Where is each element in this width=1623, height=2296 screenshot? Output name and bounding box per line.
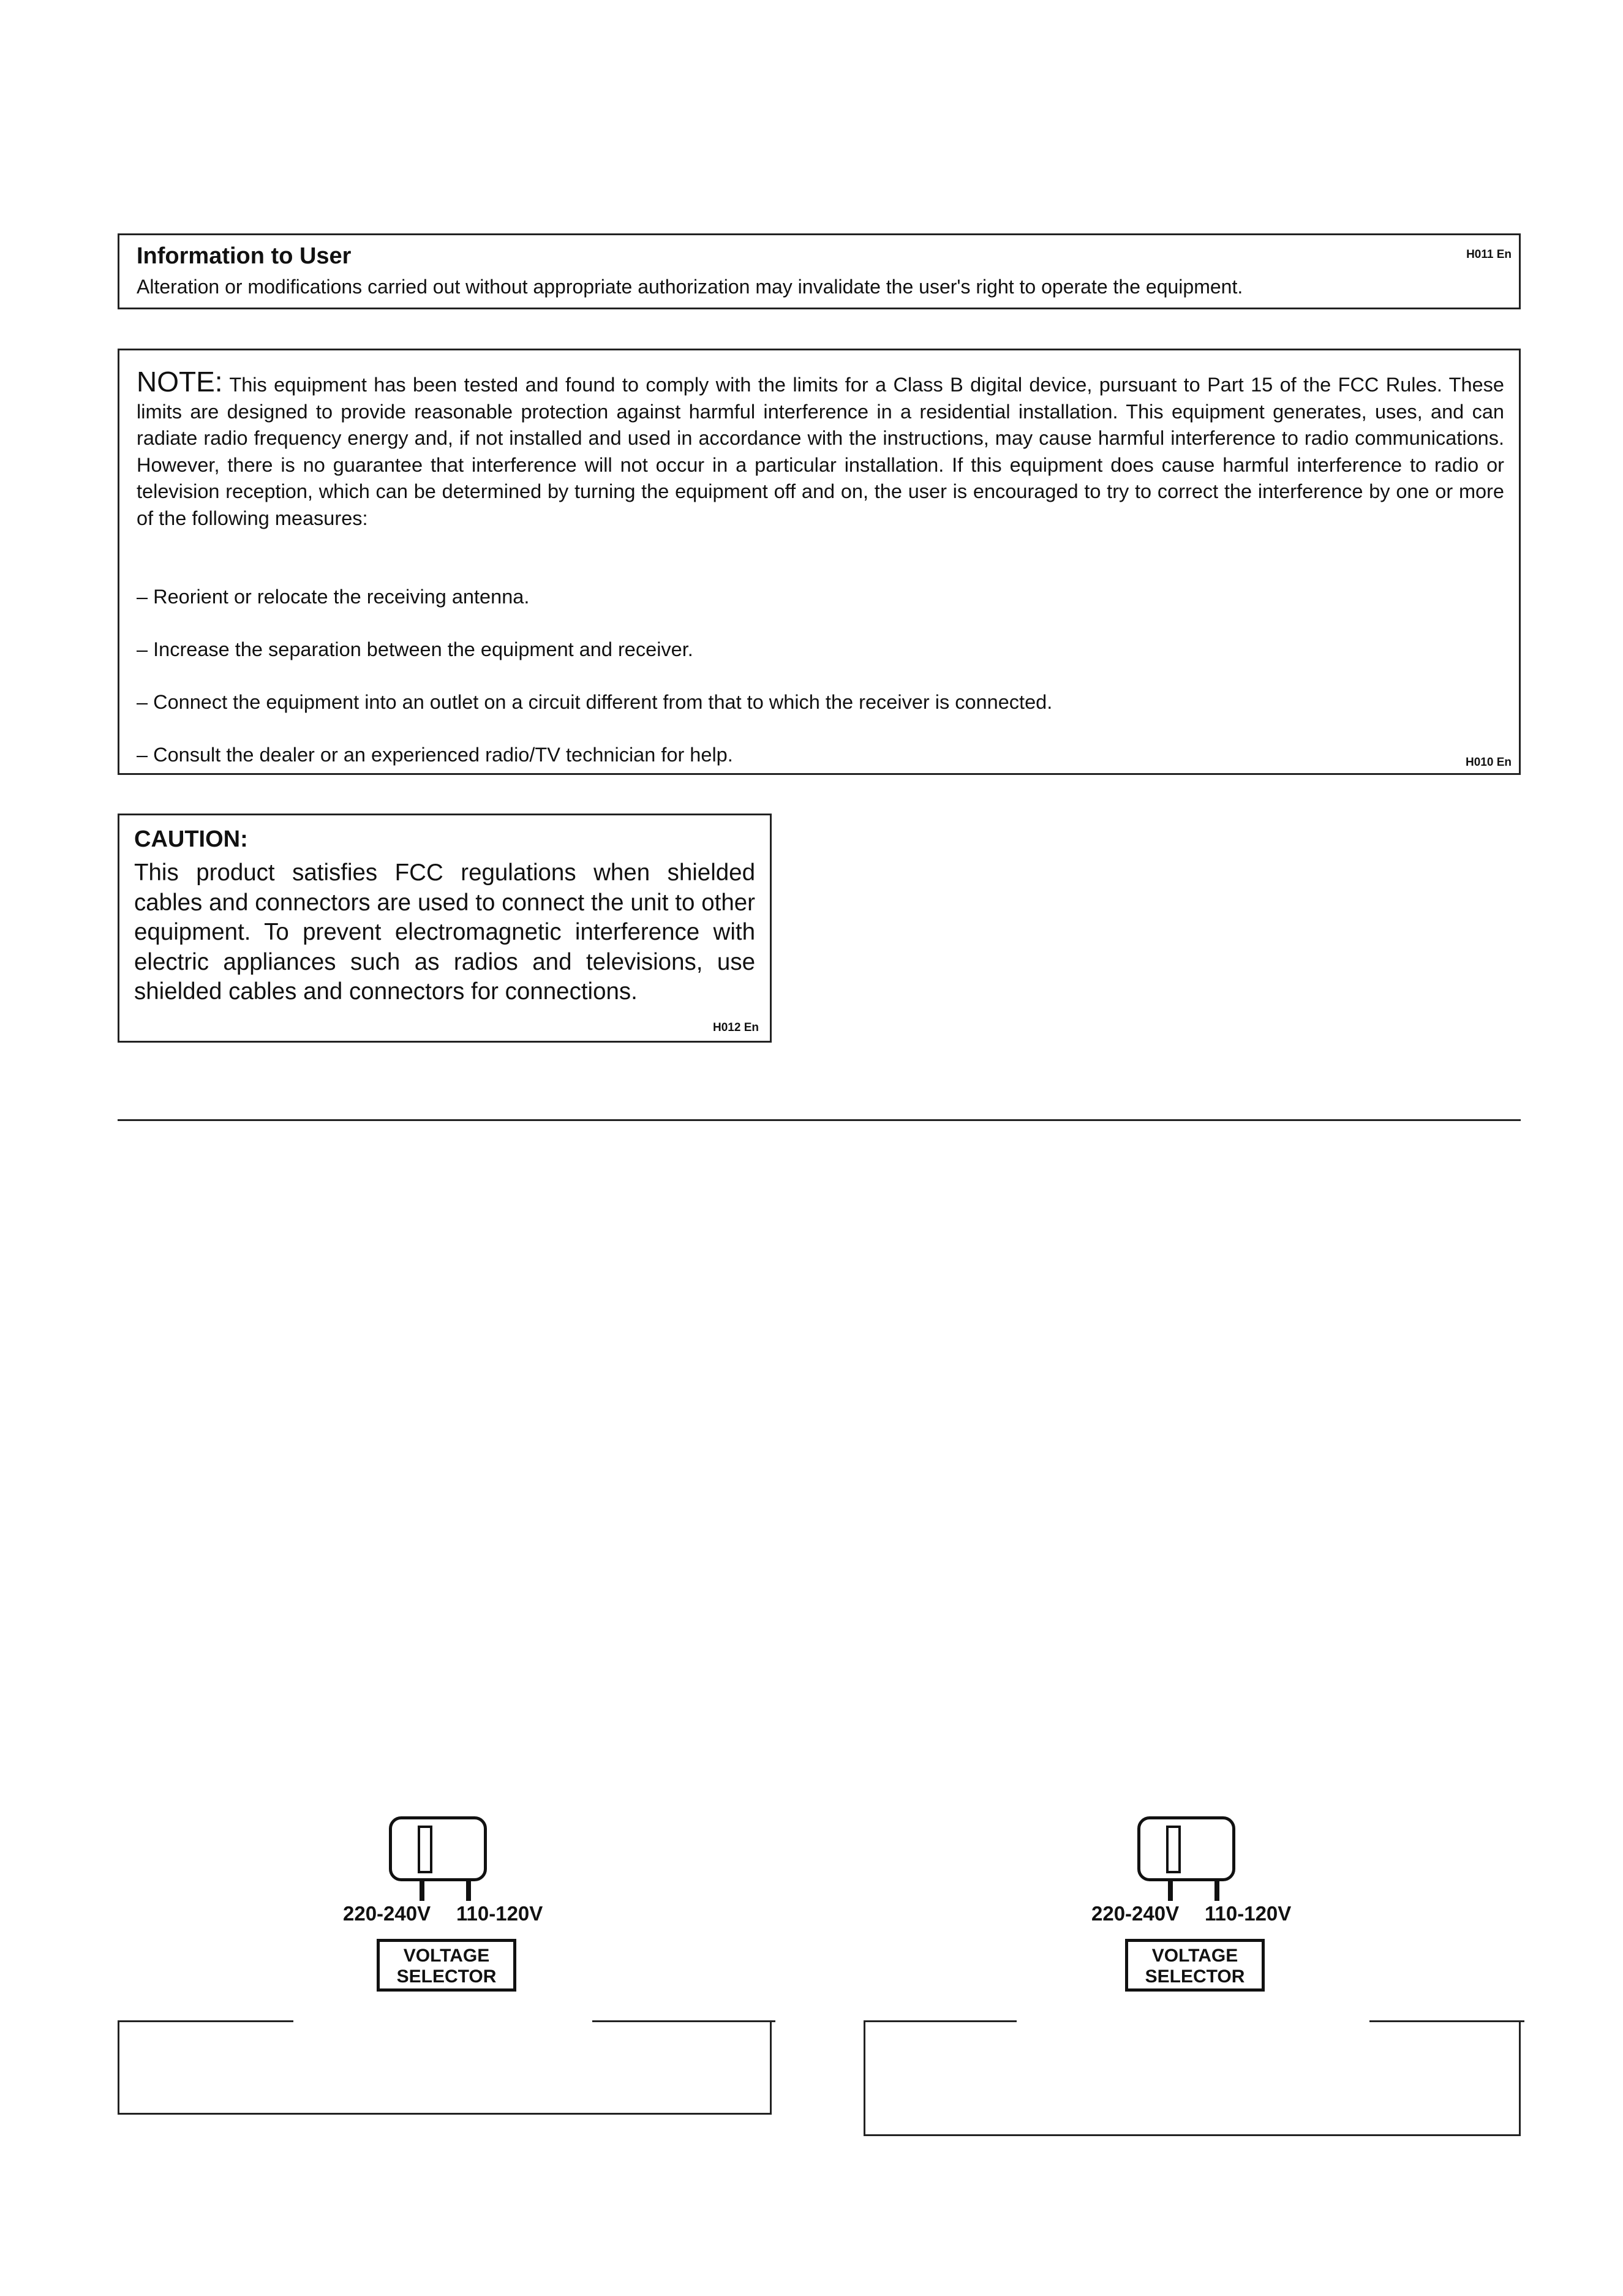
note-text: This equipment has been tested and found to comply with the limits for a Class B digital device, pursuant to Part 15 of the FCC Rules. These limits are designed to provide reasonable protection against harmful interference in a residential installation. This equipment generates, uses, and can radiate radio frequency energy and, if not installed and used in accordance with the instructions, may cause harmful interference to radio communications. However, there is no guarantee that interference will not occur in a particular installation. If this equipment does cause harmful interference to radio or television reception, which can be determined by turning the equipment off and on, the user is encouraged to try to correct the interference by one or more of the following measures: [137,374,1504,529]
info-title: Information to User [137,243,352,269]
measure-item: – Increase the separation between the equipment and receiver. [137,638,693,660]
voltage-low-label: 110-120V [1205,1902,1292,1925]
section-divider [118,1119,1521,1121]
plate-line-1: VOLTAGE [403,1946,490,1966]
voltage-selector-plate [377,1939,516,1992]
box-top-edge [118,2020,293,2022]
empty-label-box [864,2022,1521,2136]
voltage-low-label: 110-120V [456,1902,543,1925]
note-label: NOTE: [137,366,223,398]
box-top-edge [592,2020,775,2022]
voltage-selector-plate [1125,1939,1265,1992]
plate-line-2: SELECTOR [1145,1966,1245,1987]
caution-code: H012 En [713,1021,759,1034]
caution-body: This product satisfies FCC regulations when shielded cables and connectors are used to connect the unit to other equipment. To prevent electromagnetic interference with electric appliances such as radios and televisions, use shielded cables and connectors for connections. [134,859,755,1005]
switch-knob [418,1826,432,1873]
voltage-selector-illustration [343,1816,543,2000]
measure-item: – Reorient or relocate the receiving antenna. [137,586,530,608]
information-to-user-box [118,233,1521,309]
caution-box [118,814,772,1043]
measure-item: – Connect the equipment into an outlet on a circuit different from that to which the receiver is connected. [137,691,1053,713]
plate-line-2: SELECTOR [396,1966,497,1987]
switch-body [389,1816,487,1881]
box-top-edge [864,2020,1017,2022]
voltage-selector-illustration [1091,1816,1292,2000]
fcc-note-box [118,349,1521,775]
switch-body [1137,1816,1235,1881]
voltage-high-label: 220-240V [343,1902,431,1925]
info-code: H011 En [1466,248,1512,261]
measure-item: – Consult the dealer or an experienced radio/TV technician for help. [137,744,733,766]
box-top-edge [1369,2020,1524,2022]
voltage-high-label: 220-240V [1091,1902,1180,1925]
switch-knob [1166,1826,1181,1873]
plate-line-1: VOLTAGE [1151,1946,1238,1966]
caution-title: CAUTION: [134,826,248,852]
note-paragraph [137,366,1504,532]
note-code: H010 En [1466,756,1512,769]
empty-label-box [118,2022,772,2115]
switch-tick [466,1881,471,1901]
info-body: Alteration or modifications carried out without appropriate authorization may invalidate the user's right to operate the equipment. [137,276,1243,298]
switch-tick [1168,1881,1173,1901]
switch-tick [420,1881,424,1901]
switch-tick [1214,1881,1219,1901]
